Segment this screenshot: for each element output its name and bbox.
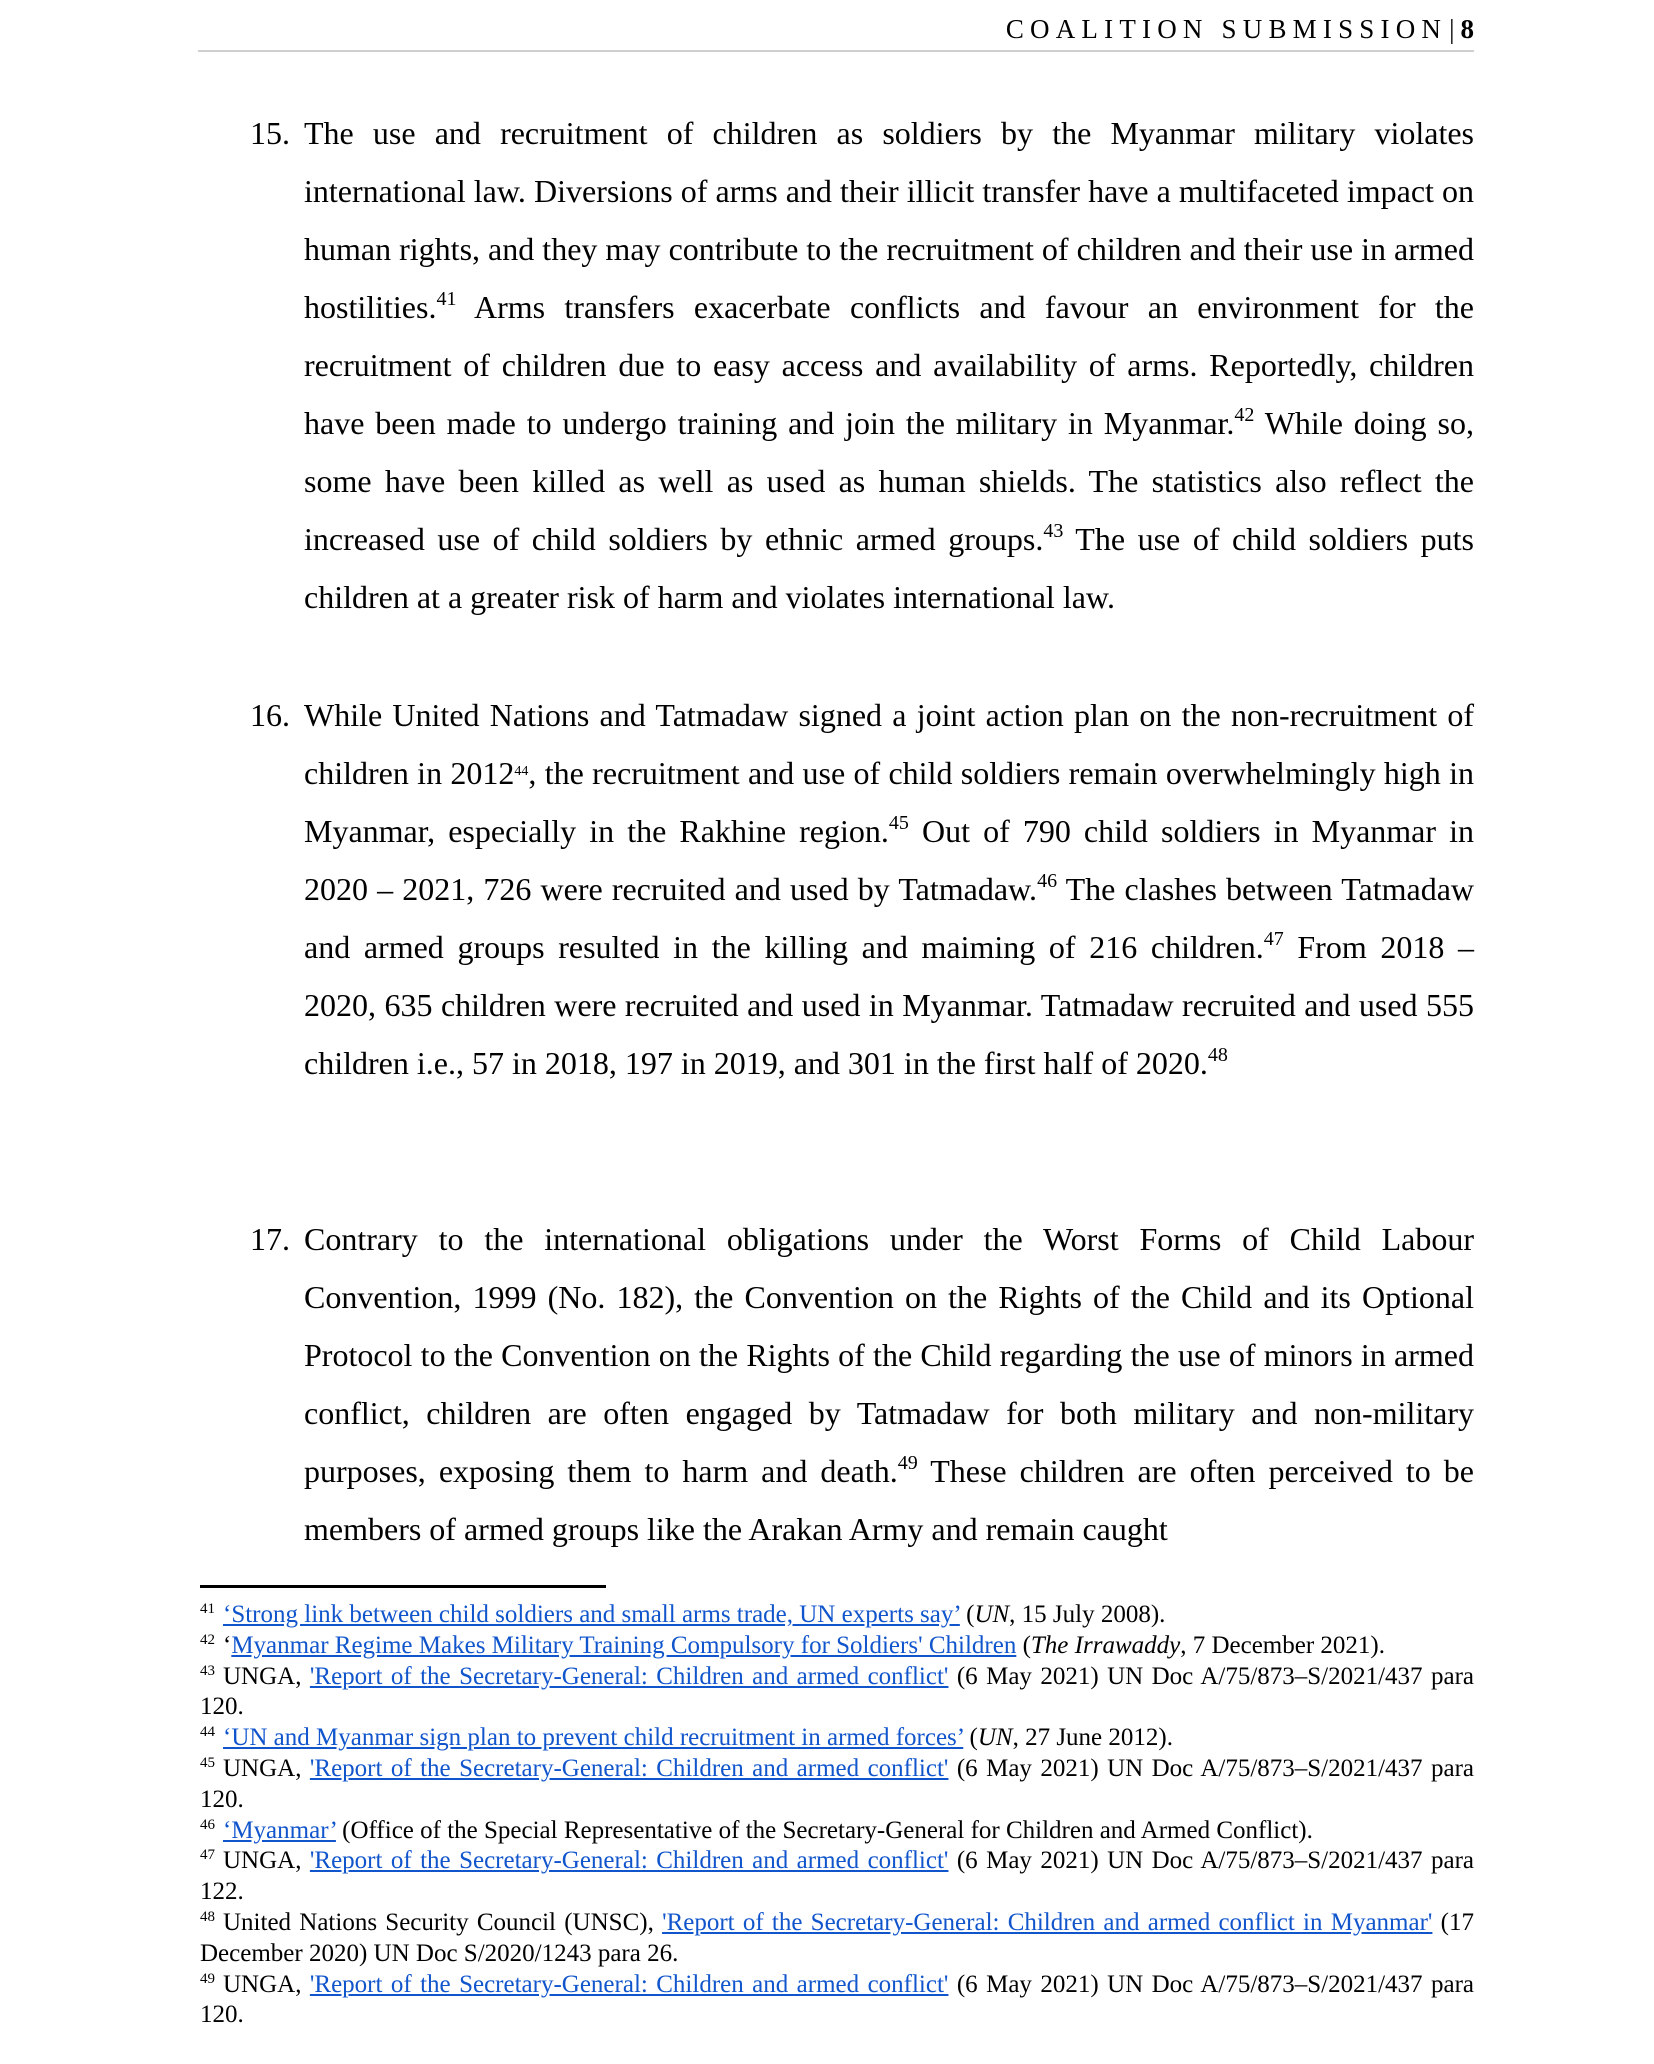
- footnote-number: 43: [200, 1662, 215, 1679]
- text-run: ‘: [223, 1631, 232, 1659]
- paragraph-number: 15.: [250, 115, 290, 151]
- text-run: The use and recruitment of children as soldiers by the Myanmar military violates international law. Diversions of arms and their illicit transfer have a multifaceted impact on human rights, and they may contribute to the recruitment of children and their use in armed hostilities.: [304, 115, 1474, 325]
- header-title: COALITION SUBMISSION: [1005, 14, 1448, 44]
- footnote-ref-44[interactable]: 44: [514, 764, 529, 779]
- source-name: UN: [974, 1601, 1010, 1628]
- footnote-link[interactable]: 'Report of the Secretary-General: Children and armed conflict': [309, 1662, 949, 1690]
- footnote-number: 42: [200, 1631, 215, 1648]
- footnote-number: 46: [200, 1816, 215, 1833]
- footnote-link[interactable]: 'Report of the Secretary-General: Children and armed conflict': [309, 1847, 949, 1875]
- footnote-ref-47[interactable]: 47: [1263, 928, 1284, 950]
- text-run: (6 May 2021) UN Doc A/75/873–S/2021/437 para 120.: [200, 1754, 1474, 1813]
- text-run: UNGA,: [223, 1847, 310, 1875]
- paragraph-text: [304, 1210, 1474, 1558]
- text-run: Out of 790 child soldiers in Myanmar in 2020 – 2021, 726 were recruited and used by Tatmadaw.: [304, 813, 1475, 907]
- footnote-number: 49: [200, 1970, 215, 1987]
- text-run: UNGA,: [223, 1662, 310, 1690]
- paragraph-number: 16.: [250, 697, 290, 733]
- text-run: , 7 December 2021).: [1180, 1631, 1386, 1659]
- footnote-43: [200, 1662, 1474, 1724]
- footnote-48: [200, 1908, 1474, 1970]
- footnote-42: [200, 1631, 1474, 1662]
- footnote-47: [200, 1846, 1474, 1908]
- source-name: The Irrawaddy: [1030, 1631, 1181, 1659]
- header-separator: |: [1449, 14, 1455, 44]
- paragraph-text: [304, 104, 1474, 626]
- text-run: The use of child soldiers puts children at a greater risk of harm and violates international law.: [304, 521, 1475, 615]
- footnote-41: [200, 1600, 1474, 1631]
- paragraph-16: [250, 686, 1474, 1092]
- header-text: [1006, 14, 1474, 45]
- footnote-45: [200, 1754, 1474, 1816]
- source-name: UN: [977, 1724, 1013, 1752]
- footnote-44: [200, 1723, 1474, 1754]
- footnote-46: [200, 1816, 1474, 1847]
- text-run: From 2018 – 2020, 635 children were recruited and used in Myanmar. Tatmadaw recruited and used 555 children i.e., 57 in 2018, 197 in 2019, and 301 in the first half of 2020.: [304, 929, 1475, 1081]
- text-run: While doing so, some have been killed as well as used as human shields. The statistics also reflect the increased use of child soldiers by ethnic armed groups.: [304, 405, 1475, 557]
- footnote-number: 48: [200, 1908, 215, 1925]
- footnote-link[interactable]: Myanmar Regime Makes Military Training Compulsory for Soldiers' Children: [231, 1631, 1017, 1659]
- footnote-link[interactable]: ‘Strong link between child soldiers and small arms trade, UN experts say’: [223, 1601, 960, 1628]
- text-run: Contrary to the international obligations under the Worst Forms of Child Labour Convention, 1999 (No. 182), the Convention on the Rights of the Child and its Optional Protocol to the Convention on the Rights of the Child regarding the use of minors in armed conflict, children are often engaged by Tatmadaw for both military and non-military purposes, exposing them to harm and death.: [304, 1221, 1474, 1489]
- text-run: (6 May 2021) UN Doc A/75/873–S/2021/437 para 122.: [200, 1847, 1474, 1906]
- footnote-ref-42[interactable]: 42: [1234, 404, 1255, 426]
- footnote-number: 44: [200, 1724, 215, 1741]
- text-run: (: [959, 1601, 975, 1628]
- footnote-link[interactable]: ‘UN and Myanmar sign plan to prevent child recruitment in armed forces’: [223, 1724, 964, 1752]
- paragraph-17: [250, 1210, 1474, 1558]
- text-run: United Nations Security Council (UNSC),: [223, 1908, 663, 1936]
- footnote-separator: [200, 1585, 606, 1588]
- text-run: UNGA,: [223, 1970, 310, 1998]
- text-run: , 15 July 2008).: [1009, 1601, 1166, 1628]
- footnote-number: 45: [200, 1754, 215, 1771]
- footnote-ref-49[interactable]: 49: [897, 1452, 918, 1474]
- text-run: These children are often perceived to be members of armed groups like the Arakan Army and remain caught: [304, 1453, 1475, 1547]
- text-run: While United Nations and Tatmadaw signed a joint action plan on the non-recruitment of children in 2012: [304, 697, 1474, 791]
- text-run: , 27 June 2012).: [1012, 1724, 1173, 1752]
- text-run: Arms transfers exacerbate conflicts and favour an environment for the recruitment of children due to easy access and availability of arms. Reportedly, children have been made to undergo training and join the military in Myanmar.: [304, 289, 1474, 441]
- footnote-ref-48[interactable]: 48: [1207, 1044, 1228, 1066]
- paragraph-text: [304, 686, 1474, 1092]
- footnote-link[interactable]: 'Report of the Secretary-General: Children and armed conflict': [309, 1754, 949, 1782]
- text-run: (Office of the Special Representative of the Secretary-General for Children and Armed Conflict).: [335, 1816, 1313, 1844]
- footnote-ref-43[interactable]: 43: [1043, 520, 1064, 542]
- text-run: (: [1016, 1631, 1031, 1659]
- text-run: UNGA,: [223, 1754, 310, 1782]
- footnote-link[interactable]: 'Report of the Secretary-General: Children and armed conflict in Myanmar': [662, 1908, 1433, 1936]
- footnote-number: 41: [200, 1601, 215, 1617]
- footnote-link[interactable]: 'Report of the Secretary-General: Children and armed conflict': [309, 1970, 949, 1998]
- footnote-49: [200, 1970, 1474, 2032]
- text-run: (17 December 2020) UN Doc S/2020/1243 para 26.: [200, 1908, 1474, 1967]
- footnotes: [200, 1600, 1474, 2031]
- paragraph-15: [250, 104, 1474, 626]
- page-number: 8: [1460, 14, 1474, 44]
- footnote-ref-41[interactable]: 41: [436, 288, 457, 310]
- text-run: The clashes between Tatmadaw and armed groups resulted in the killing and maiming of 216 children.: [304, 871, 1475, 965]
- footnote-number: 47: [200, 1847, 215, 1864]
- text-run: , the recruitment and use of child soldiers remain overwhelmingly high in Myanmar, especially in the Rakhine region.: [304, 755, 1475, 849]
- footnote-link[interactable]: ‘Myanmar’: [223, 1816, 336, 1844]
- text-run: (6 May 2021) UN Doc A/75/873–S/2021/437 para 120.: [200, 1662, 1474, 1721]
- page-header: [198, 10, 1474, 52]
- text-run: (6 May 2021) UN Doc A/75/873–S/2021/437 para 120.: [200, 1970, 1474, 2029]
- paragraph-number: 17.: [250, 1221, 290, 1257]
- text-run: (: [963, 1724, 978, 1752]
- footnote-ref-45[interactable]: 45: [888, 812, 909, 834]
- footnote-ref-46[interactable]: 46: [1037, 870, 1058, 892]
